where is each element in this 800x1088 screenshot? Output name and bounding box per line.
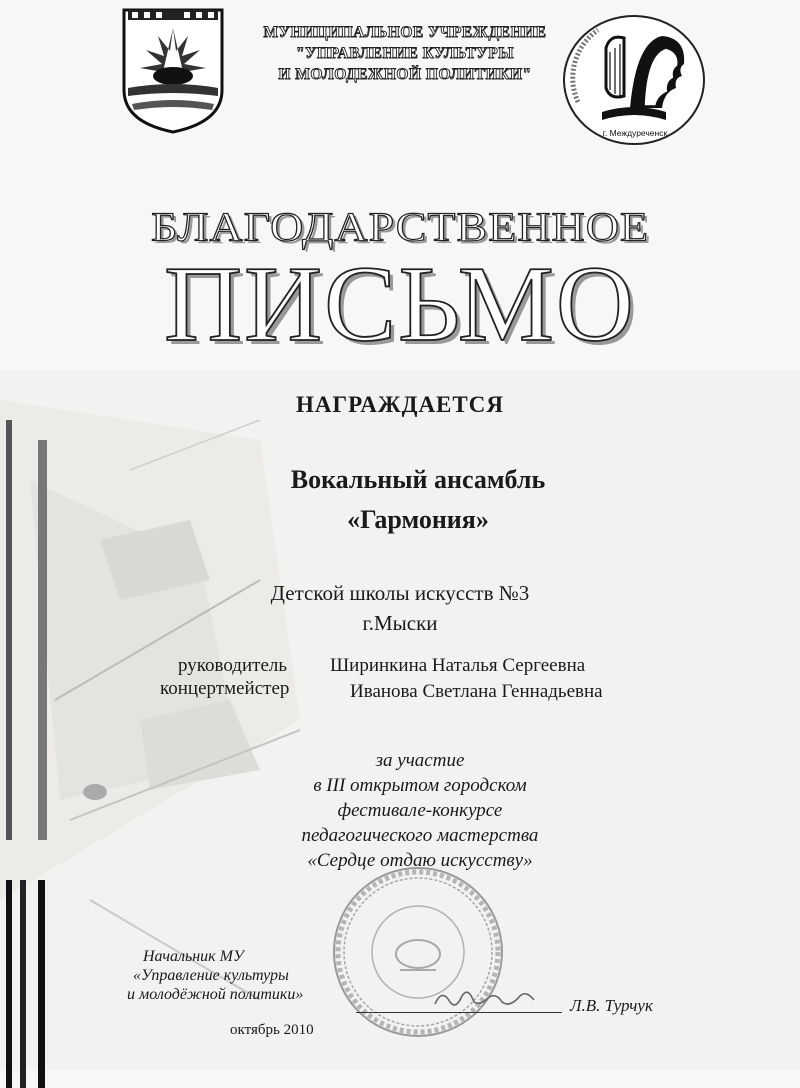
recipient [0, 460, 800, 540]
org-line-2: "УПРАВЛЕНИЕ КУЛЬТУРЫ [296, 45, 514, 62]
signatory-title-line-2: «Управление культуры [133, 967, 289, 984]
recipient-line-1: Вокальный ансамбль [290, 465, 546, 494]
title-line-1: БЛАГОДАРСТВЕННОЕ [150, 203, 650, 250]
reason-line-4: педагогического мастерства [301, 825, 539, 846]
organization-name [245, 22, 565, 85]
signatory-name: Л.В. Турчук [570, 996, 653, 1015]
school-line-1: Детской школы искусств №3 [270, 581, 530, 605]
emblem-city-label: г. Междуреченск [602, 128, 668, 138]
culture-department-emblem-icon [558, 12, 708, 152]
signatory-title-line-3: и молодёжной политики» [127, 986, 304, 1003]
staff-name-2: Иванова Светлана Геннадьевна [350, 681, 603, 702]
staff-role-1: руководитель [178, 655, 288, 676]
reason-line-2: в III открытом городском [313, 775, 527, 796]
signature-line [356, 1012, 562, 1013]
org-line-3: И МОЛОДЕЖНОЙ ПОЛИТИКИ" [278, 66, 532, 83]
reason-line-1: за участие [375, 750, 465, 771]
signatory-title-line-1: Начальник МУ [143, 948, 244, 965]
issue-date: октябрь 2010 [230, 1022, 314, 1038]
reason-line-5: «Сердце отдаю искусству» [307, 850, 533, 871]
school-line-2: г.Мыски [362, 611, 438, 635]
awarded-label: НАГРАЖДАЕТСЯ [296, 392, 504, 417]
award-reason [270, 748, 570, 873]
city-coat-of-arms-icon [118, 6, 228, 134]
signatory-title [127, 947, 363, 1004]
title-line-2: ПИСЬМО [164, 245, 636, 364]
staff-role-2: концертмейстер [160, 678, 290, 699]
recipient-line-2: «Гармония» [347, 505, 489, 534]
reason-line-3: фестивале-конкурсе [337, 800, 503, 821]
staff-name-1: Ширинкина Наталья Сергеевна [330, 655, 586, 676]
handwritten-signature [430, 982, 540, 1012]
school [0, 578, 800, 638]
org-line-1: МУНИЦИПАЛЬНОЕ УЧРЕЖДЕНИЕ [263, 24, 547, 41]
